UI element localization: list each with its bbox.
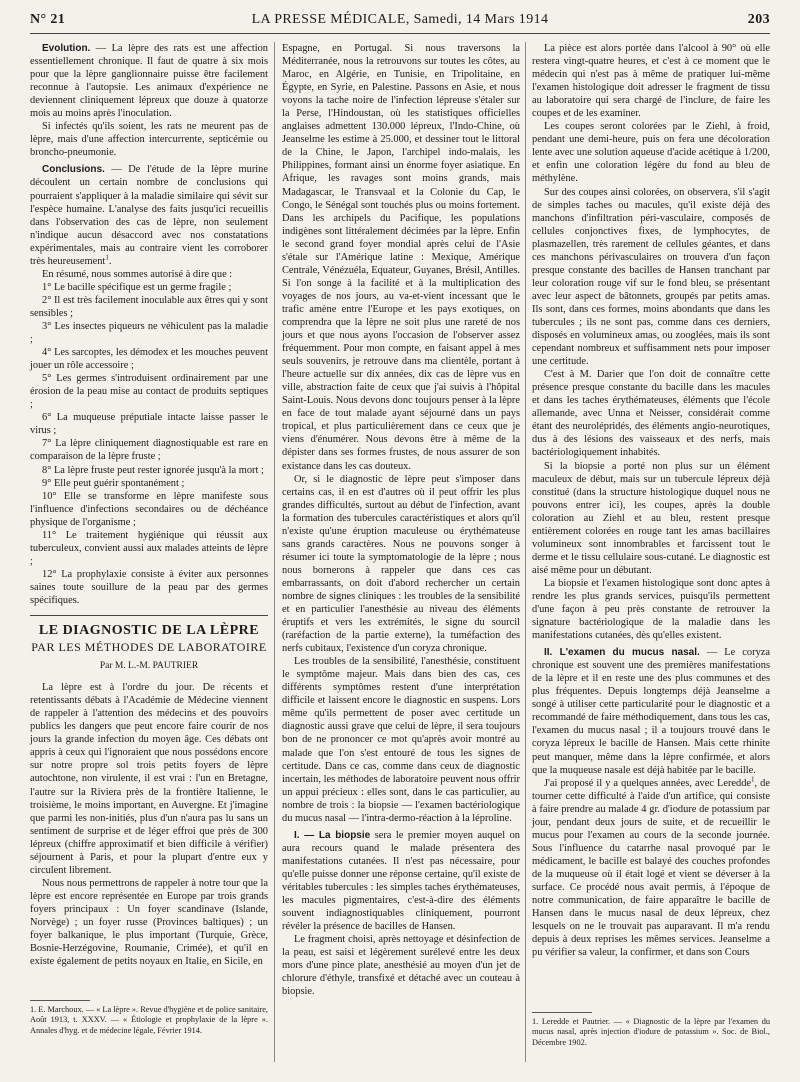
list-item: 4° Les sarcoptes, les démodex et les mouches peuvent jouer un rôle accessoire ; bbox=[30, 347, 268, 372]
paragraph: La pièce est alors portée dans l'alcool à 90° où elle restera vingt-quatre heures, et c'est à ce moment que le médecin qui n'est pas à même de pratiquer lui-même l'examen histologique doit adresser le fragment de tissu au laboratoire qui sera chargé de l'inclure, de faire les coupes et de les examiner. bbox=[532, 43, 770, 120]
footnote-ref[interactable]: 1 bbox=[751, 775, 755, 784]
paragraph-text: — Le coryza chronique est souvent une des premières manifestations de la lèpre et il en reste une des plus communes et des plus fréquentes. Depuis longtemps déjà Jeanselme a songé à utiliser cette particularité pour le diagnostic et a recommandé de faire méthodiquement, dans tous les cas, l'examen du mucus nasal ; il a toujours trouvé dans le coryza lépreux le bacille de Hansen. Mais cette rhinite peut manquer, même dans la lèpre confirmée, et alors que la muqueuse nasale est déjà habitée par le bacille. bbox=[532, 647, 770, 776]
paragraph-text: , de tourner cette difficulté à l'aide d'un artifice, qui consiste à faire prendre au malade 4 gr. d'iodure de potassium par jour, pendant deux jours de suite, et de recueillir le mucus pour l'examen au cours de la seconde journée. Sous l'influence du catarrhe nasal provoqué par le médicament, le bacille est balayé des couches profondes de la muqueuse où il était logé et vient se déverser à la surface. Ce procédé nous avait permis, à l'époque de notre communication, de faire apparaître le bacille de Hansen dans le mucus nasal de deux lépreux, chez lesquels on ne le trouvait pas auparavant. Il m'a rendu depuis à deux reprises les mêmes services. Jeanselme a pu vérifier sa valeur, la confirmer, et dans son Cours bbox=[532, 777, 770, 959]
paragraph: Si infectés qu'ils soient, les rats ne meurent pas de lèpre, mais d'une affection intercurrente, septicémie ou broncho-pneumonie. bbox=[30, 121, 268, 159]
paragraph-text: . bbox=[108, 255, 112, 267]
list-item: 9° Elle peut guérir spontanément ; bbox=[42, 477, 185, 489]
column-2 bbox=[282, 42, 520, 998]
header-rule bbox=[30, 33, 770, 34]
column-1 bbox=[30, 42, 268, 968]
paragraph bbox=[532, 777, 770, 960]
paragraph: Sur des coupes ainsi colorées, on observera, s'il s'agit de simples taches ou macules, qu'il existe déjà des manchons d'infiltration péri-vasculaire, composés de cellules conjonctives fixes, de lymphocytes, de plasmazellen, très rarement de cellules géantes, et dans ces manchons périvasculaires on trouvera d'un façon presque constante des bacilles de Hansen tranchant par leur coloration rouge vif sur le fond bleu, se présentant avec leur aspect de bâtonnets, groupés par petits amas. Ils sont, dans ces formes, moins abondants que dans les tubercules ; ils ne sont pas, comme dans ces derniers, disposés en volumineux amas, ou zooglées, mais ils sont cependant nombreux et suffisamment nets pour imposer une certitude. bbox=[532, 186, 770, 368]
paragraph bbox=[532, 646, 770, 776]
list-item: 5° Les germes s'introduisent ordinairement par une érosion de la peau mise au contact de produits septiques ; bbox=[30, 373, 268, 411]
paragraph: C'est à M. Darier que l'on doit de connaître cette présence presque constante du bacille dans les macules et dans les taches érythémateuses, éléments que l'école allemande, avec Unna et Neisser, considérait comme étant des neurolépridés, des éléments angio-neurotiques, dus à des lésions des vaisseaux et des nerfs, mais bactériologiquement inhabités. bbox=[532, 369, 770, 459]
paragraph bbox=[30, 163, 268, 267]
list-item: 8° La lèpre fruste peut rester ignorée jusqu'à la mort ; bbox=[42, 464, 264, 476]
paragraph bbox=[30, 42, 268, 120]
list-item: 7° La lèpre cliniquement diagnostiquable est rare en comparaison de la lèpre fruste ; bbox=[30, 438, 268, 463]
paragraph: Nous nous permettrons de rappeler à notre tour que la lèpre est encore représentée en Europe par trois grands foyers principaux : Un foyer scandinave (Islande, Norvège) ; un foyer russe (Provinces baltiques) ; un foyer balkanique, le plus important (Turquie, Grèce, Bosnie-Herzégovine, Roumanie, Crimée), et qu'il en existe également de petits noyaux en Italie, en Sicile, en bbox=[30, 877, 268, 968]
journal-title: LA PRESSE MÉDICALE, Samedi, 14 Mars 1914 bbox=[251, 12, 549, 27]
page-number: 203 bbox=[747, 12, 770, 27]
page-header bbox=[30, 12, 770, 32]
paragraph bbox=[282, 829, 520, 933]
list-item: 1° Le bacille spécifique est un germe fragile ; bbox=[42, 281, 232, 293]
list-item: 11° Le traitement hygiénique qui réussit aux tuberculeux, convient aussi aux malades atteints de lèpre ; bbox=[30, 529, 268, 567]
paragraph: La lèpre est à l'ordre du jour. De récents et retentissants débats à l'Académie de Médecine viennent de rappeler à l'attention des médecins et des pouvoirs publics les dangers que peut encore faire courir de nos jours la grande infection du moyen âge. Ces débats ont appris à ceux qui l'ignoraient que nous possédons encore sur notre propre sol trois petits foyers de lèpre autochtone, non virulente, il est vrai : l'un en Bretagne, l'autre sur la Riviera près de la frontière Italienne, le troisième, le moins important, en Auvergne. Et j'imagine que parmi les non-initiés, plus d'un n'aura pas lu sans un sentiment de surprise et de léger effroi que près de 300 lépreux (chiffre approximatif et bien difficile à vérifier) séjournent à Paris, et pour la plupart d'entre eux y circulent librement. bbox=[30, 682, 268, 876]
issue-number: N° 21 bbox=[30, 12, 66, 27]
footnote: 1. E. Marchoux. — « La lèpre ». Revue d'hygiène et de police sanitaire, Août 1913, t. XXXV. — « Étiologie et prophylaxie de la lèpre ». Annales d'hyg. et de médecine légale, Février 1914. bbox=[30, 1005, 268, 1035]
footnote: 1. Leredde et Pautrier. — « Diagnostic de la lèpre par l'examen du mucus nasal, après injection d'iodure de potassium ». Soc. de Biol., Décembre 1902. bbox=[532, 1017, 770, 1047]
footnote-rule bbox=[532, 1012, 592, 1013]
list-item: 12° La prophylaxie consiste à éviter aux personnes saines toute souillure de la peau par des germes spécifiques. bbox=[30, 568, 268, 606]
list-item: 3° Les insectes piqueurs ne véhiculent pas la maladie ; bbox=[30, 320, 268, 346]
paragraph: La biopsie et l'examen histologique sont donc aptes à rendre les plus grands services, puisqu'ils permettent d'une façon à peu près constante de retrouver la signature bactériologique de la maladie dans les manifestations cutanées, dès qu'elles existent. bbox=[532, 577, 770, 642]
footnote-block bbox=[532, 1012, 770, 1048]
paragraph: Or, si le diagnostic de lèpre peut s'imposer dans certains cas, il en est d'autres où il peut offrir les plus grandes difficultés, surtout au début de l'infection, avant la formation des tubercules caractéristiques et alors qu'il n'existe qu'une éruption maculeuse ou érythémateuse sans grands caractères. Nous ne pouvons songer à résumer ici toute la symptomatologie de la lèpre ; nous nous bornerons à rappeler que dans ces cas embarrassants, on doit d'abord rechercher un certain nombre de signes cliniques : les troubles de la sensibilité et en particulier l'anesthésie au niveau des éléments éruptifs et vers les extrémités, le signe du sourcil (raréfaction de la partie externe), la tuméfaction des nerfs cubitaux, l'existence d'un coryza chronique. bbox=[282, 473, 520, 655]
article-title: LE DIAGNOSTIC DE LA LÈPRE bbox=[38, 623, 260, 639]
paragraph: Espagne, en Portugal. Si nous traversons la Méditerranée, nous la retrouvons sur toutes les côtes, au Maroc, en Algérie, en Tunisie, en Tripolitaine, en Égypte, en Syrie, en Palestine. Passons en Asie, et nous voyons la tache noire de l'infection lépreuse s'étaler sur la Perse, l'Hindoustan, où les statistiques officielles anglaises admettent 130.000 lépreux, l'Indo-Chine, où Jeanselme les estime à 25.000, et dessiner tout le littoral de la Chine, le Japon, l'archipel indo-malais, les Philippines, formant ainsi un énorme foyer asiatique. En Afrique, les ravages sont moins grands, mais Madagascar, le Transvaal et la Colonie du Cap, le Congo, le Sénégal sont touchés plus ou moins fortement. Dans les archipels du Pacifique, les populations indigènes sont littéralement décimées par la lèpre. Enfin le second grand foyer mondial après celui de l'Asie s'étale sur l'Amérique latine : Mexique, Amérique Centrale, Vénézuéla, Equateur, Guyanes, Brésil, Antilles. Si l'on songe à la facilité et à la multiplication des voyages de nos jours, au va-et-vient incessant que le trafic amène entre l'Europe et les pays exotiques, on comprendra que la lèpre ne soit plus une rareté de nos jours et que nous ayons l'occasion de l'observer assez fréquemment. Pour mon compte, en faisant appel à mes seuls souvenirs, je retrouve dans ma clientèle, portant à l'heure actuelle sur dix années, dix cas de lèpre vus en ville, abstraction faite de ceux que j'ai suivis à l'hôpital Saint-Louis. Nous devons donc toujours penser à la lèpre en face de tout malade ayant séjourné dans un pays tropical, et plus particulièrement dans ce ceux que je viens d'énumérer. Nous devons être à même de la dépister dans ses formes frustes, de nous assurer de son existance dans les cas douteux. bbox=[282, 43, 521, 472]
paragraph: Les troubles de la sensibilité, l'anesthésie, constituent le symptôme majeur. Mais dans bien des cas, ces différents symptômes restent d'une interprétation difficile et laissent encore le diagnostic en suspens. Lors même qu'ils permettent de poser avec certitude un diagnostic aussi grave que celui de lèpre, il sera toujours bon de ne prononcer ce mot qu'après avoir montré au malade que l'on s'est entouré de tous les signes de certitude. Dans ce cas, comme dans ceux de diagnostic incertain, les méthodes de laboratoire peuvent nous offrir un appui précieux : elles sont, dans le cas particulier, au nombre de trois : la biopsie — l'examen bactériologique du mucus nasal — l'intra-dermo-réaction à la léproline. bbox=[282, 656, 520, 824]
paragraph: Si la biopsie a porté non plus sur un élément maculeux de début, mais sur un tubercule lépreux déjà constitué (dans la structure histologique duquel nous ne pouvons entrer ici), les coupes, après la double coloration au Ziehl et au bleu, restent presque entièrement colorées en rouge tant les amas bacillaires volumineux sont innombrables et farcissent tout le derme et le tissu cellulaire sous-cutané. Le diagnostic est aisé même pour un débutant. bbox=[532, 460, 770, 576]
paragraph-text: J'ai proposé il y a quelques années, avec Leredde bbox=[544, 777, 752, 789]
paragraph-text: sera le premier moyen auquel on aura recours quand le malade présentera des manifestations cutanées. Il n'est pas nécessaire, pour qu'elle puisse donner une réponse certaine, qu'il existe de véritables tubercules : les simples taches érythémateuses, les macules pigmentaires, c'est-à-dire des éléments souvent indiagnostiquables cliniquement, pourront révéler la présence de bacilles de Hansen. bbox=[282, 829, 520, 933]
column-divider bbox=[274, 42, 275, 1062]
column-divider bbox=[525, 42, 526, 1062]
section-lead: Conclusions. bbox=[42, 164, 105, 176]
article-author: Par M. L.-M. PAUTRIER bbox=[99, 661, 199, 672]
paragraph: En résumé, nous sommes autorisé à dire que : bbox=[42, 268, 233, 280]
paragraph: Les coupes seront colorées par le Ziehl, à froid, pendant une demi-heure, puis on fera une décoloration lente avec une solution aqueuse d'acide acétique à 1/200, et enfin une coloration légère du fond au bleu de méthylène. bbox=[532, 121, 770, 185]
paragraph: Le fragment choisi, après nettoyage et désinfection de la peau, est saisi et légèrement surélevé entre les deux mors d'une pince plate, anesthésié au moyen d'un jet de chlorure d'éthyle, transfixé et détaché avec un couteau à biopsie. bbox=[282, 934, 520, 998]
column-3 bbox=[532, 42, 770, 959]
list-item: 10° Elle se transforme en lèpre manifeste sous l'influence d'infections secondaires ou de déchéance physique de l'organisme ; bbox=[30, 490, 268, 528]
footnote-block bbox=[30, 1000, 268, 1036]
list-item: 2° Il est très facilement inoculable aux êtres qui y sont sensibles ; bbox=[30, 294, 268, 319]
article-subtitle: PAR LES MÉTHODES DE LABORATOIRE bbox=[31, 640, 267, 655]
section-lead: I. — La biopsie bbox=[294, 829, 371, 841]
footnote-ref[interactable]: 1 bbox=[105, 253, 109, 262]
section-lead: Evolution. bbox=[42, 43, 91, 54]
footnote-rule bbox=[30, 1000, 90, 1001]
paragraph-text: — De l'étude de la lèpre murine découlent un certain nombre de conclusions qui pourraient s'appliquer à la maladie similaire qui sévit sur l'espèce humaine. L'analyse des faits jusqu'ici recueillis dans l'observation des cas de lèpre, non seulement n'indique aucun désaccord avec nos constatations expérimentales, mais au contraire vient les corroborer très heureusement bbox=[30, 164, 268, 267]
list-item: 6° La muqueuse préputiale intacte laisse passer le virus ; bbox=[30, 412, 268, 437]
section-lead: II. L'examen du mucus nasal. bbox=[544, 647, 700, 659]
paragraph-text: — La lèpre des rats est une affection essentiellement chronique. Il faut de quatre à six mois pour que la lèpre ganglionnaire puisse être facilement reconnue à l'autopsie. Les animaux d'expérience ne deviennent cliniquement lépreux que douze à quatorze mois au moins après l'inoculation. bbox=[30, 43, 268, 120]
article-separator bbox=[30, 615, 268, 616]
